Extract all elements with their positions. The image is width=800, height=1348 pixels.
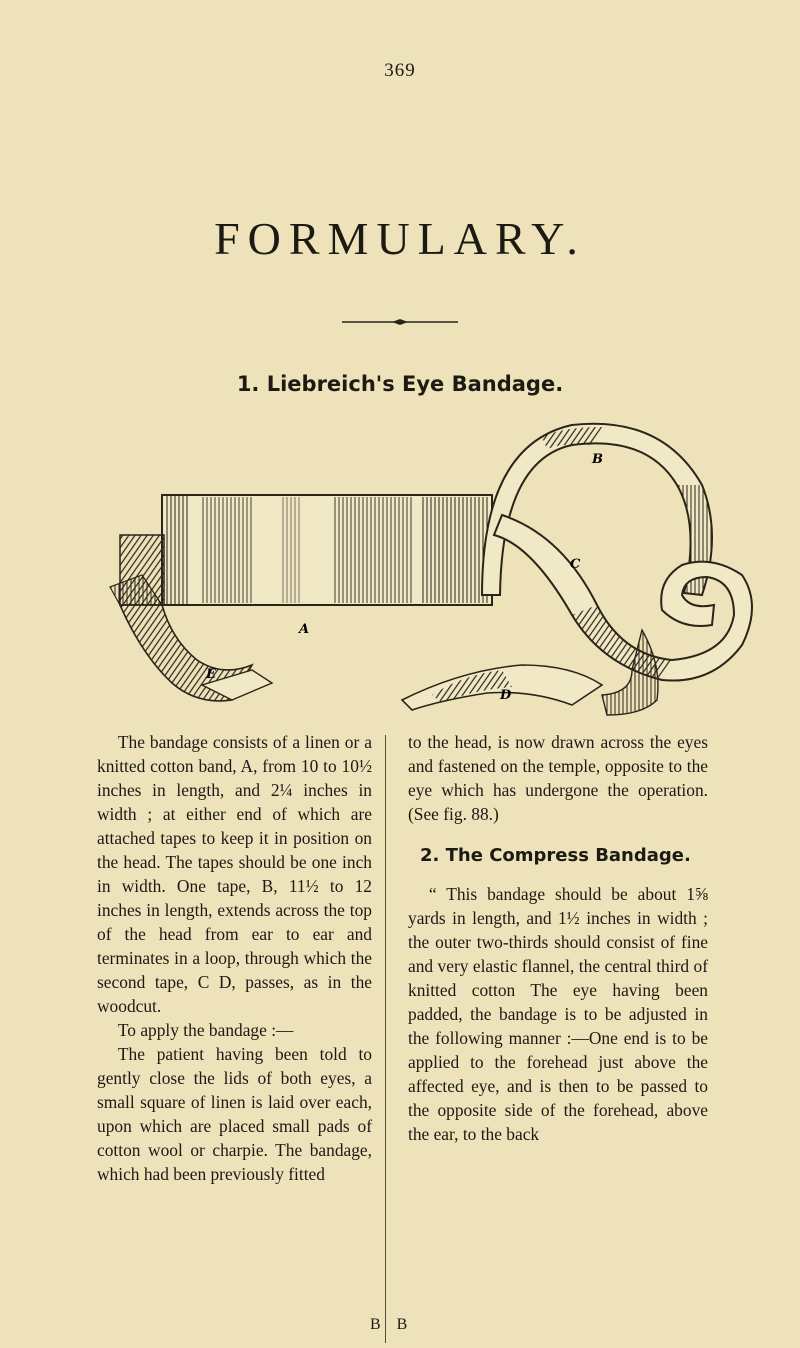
paragraph: to the head, is now drawn across the eyes and fastened on the temple, opposite to the eye which has undergone the operation. (See fig. 88.) [408,732,708,824]
page-number: 369 [384,60,416,81]
figure-label-a: A [299,622,310,637]
title-divider [340,318,460,326]
band-a [120,495,492,605]
section-heading-eye-bandage: 1. Liebreich's Eye Bandage. [236,372,564,396]
page-title: FORMULARY. [214,213,586,264]
section-heading-compress-bandage: 2. The Compress Bandage. [420,845,691,866]
paragraph: The bandage consists of a linen or a knitted cotton band, A, from 10 to 10½ inches in length, and 2¼ inches in width ; at either end of which are attached tapes to keep it in position on the head. The tapes should be one inch in width. One tape, B, 11½ to 12 inches in length, extends across the top of the head from ear to ear and terminates in a loop, through which the second tape, C D, passes, as in the woodcut. [97,732,372,1016]
signature-mark: B B [370,1316,414,1333]
paragraph: The patient having been told to gently close the lids of both eyes, a small square of linen is laid over each, upon which are placed small pads of cotton wool or charpie. The bandage, which had been previously fitted [97,1044,372,1184]
paragraph: “ This bandage should be about 1⅝ yards in length, and 1½ inches in width ; the outer two-thirds should consist of fine and very elastic flannel, the central third of knitted cotton The eye having been padded, the bandage is to be adjusted in the following manner :—One end is to be applied to the forehead just above the affected eye, and is then to be passed to the opposite side of the forehead, above the ear, to the back [408,884,708,1144]
column-rule [385,735,386,1343]
right-column [408,730,708,1146]
left-column [97,730,372,1186]
bandage-woodcut-illustration [102,415,762,720]
figure-label-b: B [592,452,603,467]
figure-label-e: E [206,667,216,682]
figure-label-d: D [500,688,512,703]
figure-label-c: C [570,557,581,572]
paragraph: To apply the bandage :— [117,1020,294,1040]
